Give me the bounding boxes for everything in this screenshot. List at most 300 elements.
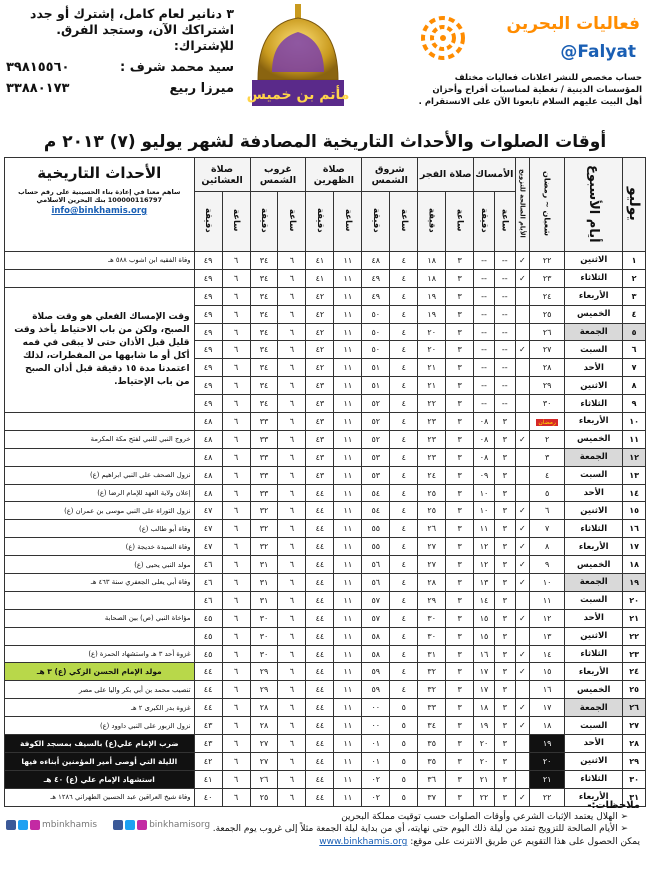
historical-event: مولد الإمام الحسن الزكي (ع) ٣ هـ	[5, 663, 195, 681]
time-minute: ٢١	[418, 377, 446, 395]
time-minute: ٢٣	[418, 430, 446, 448]
time-minute: ٣٢	[418, 681, 446, 699]
time-hour: ٣	[494, 413, 515, 431]
time-hour: ٣	[494, 627, 515, 645]
time-hour: ٦	[278, 591, 306, 609]
time-minute: ٥٢	[362, 413, 390, 431]
time-hour: ٤	[390, 663, 418, 681]
time-minute: ١٧	[474, 681, 495, 699]
time-minute: ٣١	[250, 556, 278, 574]
website-link[interactable]: www.binkhamis.org	[319, 837, 408, 847]
time-hour: ٤	[390, 556, 418, 574]
time-minute: ٠١	[362, 735, 390, 753]
time-minute: ١٨	[474, 699, 495, 717]
time-hour: --	[494, 287, 515, 305]
minute-subheader: دقيقة	[194, 192, 222, 252]
time-hour: ٣	[446, 359, 474, 377]
time-minute: ٥٣	[362, 448, 390, 466]
historical-event: ضرب الإمام علي(ع) بالسيف بمسجد الكوفة	[5, 735, 195, 753]
day-number: ٣٠	[623, 770, 646, 788]
table-row	[5, 735, 646, 753]
time-hour: ٦	[222, 466, 250, 484]
day-number: ١٣	[623, 466, 646, 484]
instagram-icon	[137, 820, 147, 830]
weekday-header: أيام الأسبوع	[565, 158, 623, 252]
time-minute: ٤٤	[306, 484, 334, 502]
day-number: ١١	[623, 430, 646, 448]
time-hour: ٦	[278, 663, 306, 681]
time-hour: ٣	[494, 735, 515, 753]
time-hour: ٦	[222, 520, 250, 538]
time-hour: ٦	[278, 484, 306, 502]
time-hour: ٥	[390, 770, 418, 788]
time-hour: ٣	[494, 788, 515, 806]
time-minute: ٣٤	[250, 305, 278, 323]
time-minute: --	[474, 269, 495, 287]
time-hour: ٦	[222, 556, 250, 574]
time-hour: ٣	[446, 305, 474, 323]
time-hour: ٦	[278, 752, 306, 770]
day-number: ٢٦	[623, 699, 646, 717]
time-hour: ١١	[334, 770, 362, 788]
time-minute: ١٧	[474, 663, 495, 681]
time-minute: ٢٣	[418, 448, 446, 466]
marriage-mark: ✓	[515, 788, 529, 806]
weekday: الجمعة	[565, 448, 623, 466]
time-minute: ٠٩	[474, 466, 495, 484]
time-hour: ٦	[278, 269, 306, 287]
time-hour: ٣	[446, 448, 474, 466]
time-minute: ٣٠	[418, 609, 446, 627]
twitter-icon	[18, 820, 28, 830]
day-number: ١	[623, 252, 646, 270]
marriage-mark	[515, 377, 529, 395]
day-number: ٢	[623, 269, 646, 287]
time-minute: ١٨	[418, 252, 446, 270]
hijri-date: ٢٣	[530, 269, 565, 287]
weekday: الجمعة	[565, 574, 623, 592]
day-number: ١٧	[623, 538, 646, 556]
time-hour: ٣	[446, 735, 474, 753]
time-minute: ٣٤	[250, 287, 278, 305]
day-number: ١٨	[623, 556, 646, 574]
historical-event: مؤاخاة النبي (ص) بين الصحابة	[5, 609, 195, 627]
time-minute: --	[474, 252, 495, 270]
weekday: الثلاثاء	[565, 645, 623, 663]
time-hour: ٤	[390, 484, 418, 502]
time-minute: ٤٠	[194, 788, 222, 806]
weekday: الاثنين	[565, 252, 623, 270]
time-minute: --	[474, 323, 495, 341]
email-link[interactable]: info@binkhamis.org	[51, 206, 148, 216]
time-minute: ٥١	[362, 377, 390, 395]
time-hour: ٣	[446, 717, 474, 735]
table-row	[5, 252, 646, 270]
hijri-date: رمضان	[530, 413, 565, 431]
time-hour: ١١	[334, 430, 362, 448]
time-minute: --	[474, 305, 495, 323]
marriage-mark	[515, 591, 529, 609]
time-minute: ٢٩	[418, 591, 446, 609]
time-minute: ٥٨	[362, 645, 390, 663]
day-number: ٢٨	[623, 735, 646, 753]
table-row	[5, 448, 646, 466]
time-minute: ٣٢	[250, 502, 278, 520]
time-minute: ١٦	[474, 645, 495, 663]
time-minute: ٣٤	[418, 717, 446, 735]
time-hour: ٦	[278, 323, 306, 341]
time-hour: ٤	[390, 609, 418, 627]
time-hour: ١١	[334, 645, 362, 663]
time-hour: ١١	[334, 627, 362, 645]
time-hour: ٦	[278, 520, 306, 538]
time-hour: ١١	[334, 413, 362, 431]
time-hour: ١١	[334, 538, 362, 556]
time-hour: ٣	[446, 663, 474, 681]
time-hour: ٦	[222, 609, 250, 627]
marriage-mark: ✓	[515, 520, 529, 538]
time-minute: ٤٨	[194, 448, 222, 466]
time-minute: ٣١	[250, 574, 278, 592]
time-hour: ٦	[278, 788, 306, 806]
time-minute: ٤٦	[194, 556, 222, 574]
time-hour: ٥	[390, 752, 418, 770]
time-minute: ١٩	[418, 305, 446, 323]
hijri-date: ٢٨	[530, 359, 565, 377]
time-minute: ٤٩	[194, 269, 222, 287]
day-number: ٢٣	[623, 645, 646, 663]
time-minute: ٢٠	[418, 323, 446, 341]
weekday: الاثنين	[565, 627, 623, 645]
time-hour: ٦	[222, 788, 250, 806]
time-minute: ٤٢	[306, 305, 334, 323]
time-hour: ١١	[334, 502, 362, 520]
weekday: الاثنين	[565, 752, 623, 770]
time-minute: ٠٠	[362, 699, 390, 717]
time-hour: ١١	[334, 341, 362, 359]
marriage-mark: ✓	[515, 663, 529, 681]
time-hour: ٤	[390, 574, 418, 592]
hijri-date: ٢٥	[530, 305, 565, 323]
time-minute: ٤٤	[306, 645, 334, 663]
time-hour: ٤	[390, 341, 418, 359]
hijri-date: ١٠	[530, 574, 565, 592]
time-hour: ٦	[222, 430, 250, 448]
time-minute: ٣٢	[250, 538, 278, 556]
time-minute: ٥٨	[362, 627, 390, 645]
time-hour: ٦	[278, 413, 306, 431]
time-hour: ٤	[390, 305, 418, 323]
weekday: الخميس	[565, 681, 623, 699]
header	[0, 0, 650, 140]
time-hour: ٤	[390, 538, 418, 556]
time-hour: ٤	[390, 252, 418, 270]
time-hour: ٣	[446, 323, 474, 341]
table-row	[5, 752, 646, 770]
time-hour: ٣	[446, 430, 474, 448]
time-minute: ٤١	[194, 770, 222, 788]
time-hour: ٣	[446, 377, 474, 395]
time-hour: ٤	[390, 681, 418, 699]
time-hour: ٣	[494, 752, 515, 770]
page-title: أوقات الصلوات والأحداث التاريخية المصادفة لشهر يوليو (٧) ٢٠١٣ م	[43, 132, 607, 152]
table-row	[5, 484, 646, 502]
time-minute: ٤٤	[306, 770, 334, 788]
time-minute: ٣٠	[250, 627, 278, 645]
time-minute: ٤٣	[306, 466, 334, 484]
contact-2: ميرزا ربيع ٣٣٨٨٠١٧٣	[6, 81, 234, 96]
time-minute: ٣٤	[250, 377, 278, 395]
time-minute: ٥٣	[362, 466, 390, 484]
marriage-mark: ✓	[515, 269, 529, 287]
time-hour: ٦	[278, 377, 306, 395]
time-hour: ٦	[222, 591, 250, 609]
time-hour: ٣	[446, 466, 474, 484]
time-minute: ٣٤	[250, 269, 278, 287]
hijri-date: ٢٩	[530, 377, 565, 395]
social-handle-2[interactable]: binkhamisorg	[113, 820, 210, 830]
hijri-date: ٢	[530, 430, 565, 448]
day-number: ٦	[623, 341, 646, 359]
time-minute: ٤٣	[194, 717, 222, 735]
time-minute: ١٩	[474, 717, 495, 735]
facebook-icon	[113, 820, 123, 830]
table-row	[5, 502, 646, 520]
time-minute: ٤٣	[306, 377, 334, 395]
time-minute: ٣١	[250, 591, 278, 609]
marriage-mark	[515, 735, 529, 753]
hijri-date: ١٩	[530, 735, 565, 753]
time-minute: ٠٨	[474, 448, 495, 466]
marriage-mark: ✓	[515, 430, 529, 448]
time-minute: ١٤	[474, 591, 495, 609]
day-number: ٤	[623, 305, 646, 323]
marriage-mark	[515, 770, 529, 788]
weekday: الخميس	[565, 556, 623, 574]
time-hour: ١١	[334, 305, 362, 323]
time-minute: ٠١	[362, 752, 390, 770]
day-number: ٢٠	[623, 591, 646, 609]
time-hour: ٣	[494, 502, 515, 520]
marriage-mark	[515, 681, 529, 699]
time-hour: ٤	[390, 466, 418, 484]
contact-1: سيد محمد شرف : ٣٩٨١٥٥٦٠	[6, 60, 234, 75]
imsak-header: الأمساك	[474, 158, 515, 192]
time-hour: ٦	[222, 484, 250, 502]
historical-event	[5, 413, 195, 431]
hijri-date: ١٣	[530, 627, 565, 645]
time-minute: ٢٥	[418, 502, 446, 520]
day-number: ٣١	[623, 788, 646, 806]
falyat-spiral-logo	[419, 14, 467, 62]
time-hour: ١١	[334, 252, 362, 270]
time-minute: ٣٢	[250, 520, 278, 538]
day-number: ٧	[623, 359, 646, 377]
table-row	[5, 538, 646, 556]
time-minute: ٥٥	[362, 520, 390, 538]
historical-event: نزول التوراة على النبي موسى بن عمران (ع)	[5, 502, 195, 520]
weekday: الجمعة	[565, 699, 623, 717]
brand-handle[interactable]: @Falyat	[560, 42, 636, 62]
time-minute: ٤٨	[194, 466, 222, 484]
time-hour: ٦	[222, 681, 250, 699]
hijri-date: ٢١	[530, 770, 565, 788]
time-hour: ٣	[494, 484, 515, 502]
time-hour: ٣	[494, 717, 515, 735]
time-hour: ٦	[278, 287, 306, 305]
time-minute: ٠٨	[474, 430, 495, 448]
time-minute: ٤٤	[306, 735, 334, 753]
time-minute: ٠٢	[362, 788, 390, 806]
time-minute: ٢٨	[250, 717, 278, 735]
hour-subheader: ساعة	[222, 192, 250, 252]
hijri-date: ١٢	[530, 609, 565, 627]
web-note: يمكن الحصول على هذا التقويم عن طريق الانترنت على موقع: www.binkhamis.org	[319, 837, 640, 847]
time-hour: ٣	[494, 663, 515, 681]
weekday: الأربعاء	[565, 663, 623, 681]
time-minute: ٤٩	[194, 305, 222, 323]
table-row	[5, 770, 646, 788]
weekday: الأربعاء	[565, 788, 623, 806]
time-minute: ٤٨	[362, 252, 390, 270]
marriage-mark: ✓	[515, 502, 529, 520]
hour-subheader: ساعة	[390, 192, 418, 252]
time-minute: ٤٤	[306, 788, 334, 806]
time-minute: ٥٧	[362, 591, 390, 609]
time-minute: ٤٤	[306, 752, 334, 770]
time-hour: ٣	[446, 538, 474, 556]
time-hour: ٣	[494, 430, 515, 448]
hijri-date: ٥	[530, 484, 565, 502]
time-hour: ٦	[222, 341, 250, 359]
time-hour: --	[494, 359, 515, 377]
table-row	[5, 663, 646, 681]
time-minute: ٢٠	[418, 341, 446, 359]
time-hour: --	[494, 323, 515, 341]
hijri-date: ١٤	[530, 645, 565, 663]
time-hour: ٦	[222, 574, 250, 592]
time-minute: ٤٧	[194, 502, 222, 520]
time-minute: ٤٩	[194, 287, 222, 305]
marriage-mark: ✓	[515, 717, 529, 735]
time-hour: ٥	[390, 735, 418, 753]
hijri-date: ٢٢	[530, 788, 565, 806]
time-minute: ٣٣	[250, 430, 278, 448]
time-hour: ١١	[334, 359, 362, 377]
time-minute: ٢٤	[418, 466, 446, 484]
time-hour: ١١	[334, 395, 362, 413]
time-minute: ٤٨	[194, 413, 222, 431]
time-hour: ٣	[446, 574, 474, 592]
day-number: ١٤	[623, 484, 646, 502]
time-hour: ٣	[494, 645, 515, 663]
time-minute: ٣٠	[418, 627, 446, 645]
time-minute: ٤٤	[306, 699, 334, 717]
time-minute: ٤٥	[194, 645, 222, 663]
historical-event: نزول الزبور على النبي داوود (ع)	[5, 717, 195, 735]
weekday: الأحد	[565, 735, 623, 753]
instagram-icon	[30, 820, 40, 830]
historical-event: إعلان ولاية العهد للإمام الرضا (ع)	[5, 484, 195, 502]
time-hour: ٦	[278, 681, 306, 699]
time-hour: ٦	[222, 699, 250, 717]
time-hour: ٣	[446, 520, 474, 538]
isha-header: صلاة العشائين	[194, 158, 250, 192]
time-hour: ٦	[222, 413, 250, 431]
time-minute: ٤٢	[306, 287, 334, 305]
time-hour: ٦	[278, 305, 306, 323]
time-minute: ٥٤	[362, 484, 390, 502]
time-minute: ٢٥	[250, 788, 278, 806]
time-hour: ٤	[390, 430, 418, 448]
marriage-mark	[515, 395, 529, 413]
marriage-mark	[515, 752, 529, 770]
time-minute: ٤٩	[194, 341, 222, 359]
time-minute: ٢٢	[474, 788, 495, 806]
marriage-mark: ✓	[515, 609, 529, 627]
time-hour: ٣	[446, 681, 474, 699]
time-hour: ٣	[446, 645, 474, 663]
time-hour: --	[494, 395, 515, 413]
time-hour: ١١	[334, 591, 362, 609]
time-hour: ٣	[494, 609, 515, 627]
marriage-mark: ✓	[515, 252, 529, 270]
weekday: الخميس	[565, 305, 623, 323]
historical-event	[5, 627, 195, 645]
social-handle-1[interactable]: mbinkhamis	[6, 820, 97, 830]
marriage-mark	[515, 627, 529, 645]
time-hour: ١١	[334, 448, 362, 466]
table-row	[5, 430, 646, 448]
time-hour: ٣	[446, 609, 474, 627]
minute-subheader: دقيقة	[250, 192, 278, 252]
time-hour: ٤	[390, 591, 418, 609]
prayer-times-table	[4, 157, 646, 803]
time-hour: ٦	[278, 699, 306, 717]
minute-subheader: دقيقة	[418, 192, 446, 252]
time-hour: ٣	[446, 556, 474, 574]
hijri-date: ٢٦	[530, 323, 565, 341]
time-minute: ١٩	[418, 287, 446, 305]
time-hour: ٣	[494, 466, 515, 484]
time-minute: ٥٦	[362, 574, 390, 592]
time-hour: ٦	[278, 538, 306, 556]
day-number: ٢٧	[623, 717, 646, 735]
minute-subheader: دقيقة	[306, 192, 334, 252]
marriage-mark	[515, 484, 529, 502]
weekday: الاثنين	[565, 377, 623, 395]
time-hour: ٦	[278, 252, 306, 270]
time-minute: ٤١	[306, 269, 334, 287]
time-hour: ٣	[446, 591, 474, 609]
time-hour: ٦	[222, 770, 250, 788]
time-hour: ١١	[334, 484, 362, 502]
time-hour: ١١	[334, 735, 362, 753]
time-minute: ٤٢	[194, 752, 222, 770]
table-row	[5, 627, 646, 645]
time-minute: ٢٧	[418, 538, 446, 556]
time-minute: ٤٤	[306, 502, 334, 520]
table-row	[5, 609, 646, 627]
time-minute: ٣١	[418, 645, 446, 663]
historical-event: تنصيب محمد بن أبي بكر واليا على مصر	[5, 681, 195, 699]
hijri-header: شعبان ~ رمضان	[530, 158, 565, 252]
time-hour: ١١	[334, 269, 362, 287]
weekday: الثلاثاء	[565, 770, 623, 788]
time-minute: ٣٤	[250, 323, 278, 341]
time-minute: ٥٩	[362, 663, 390, 681]
time-hour: ٦	[278, 717, 306, 735]
